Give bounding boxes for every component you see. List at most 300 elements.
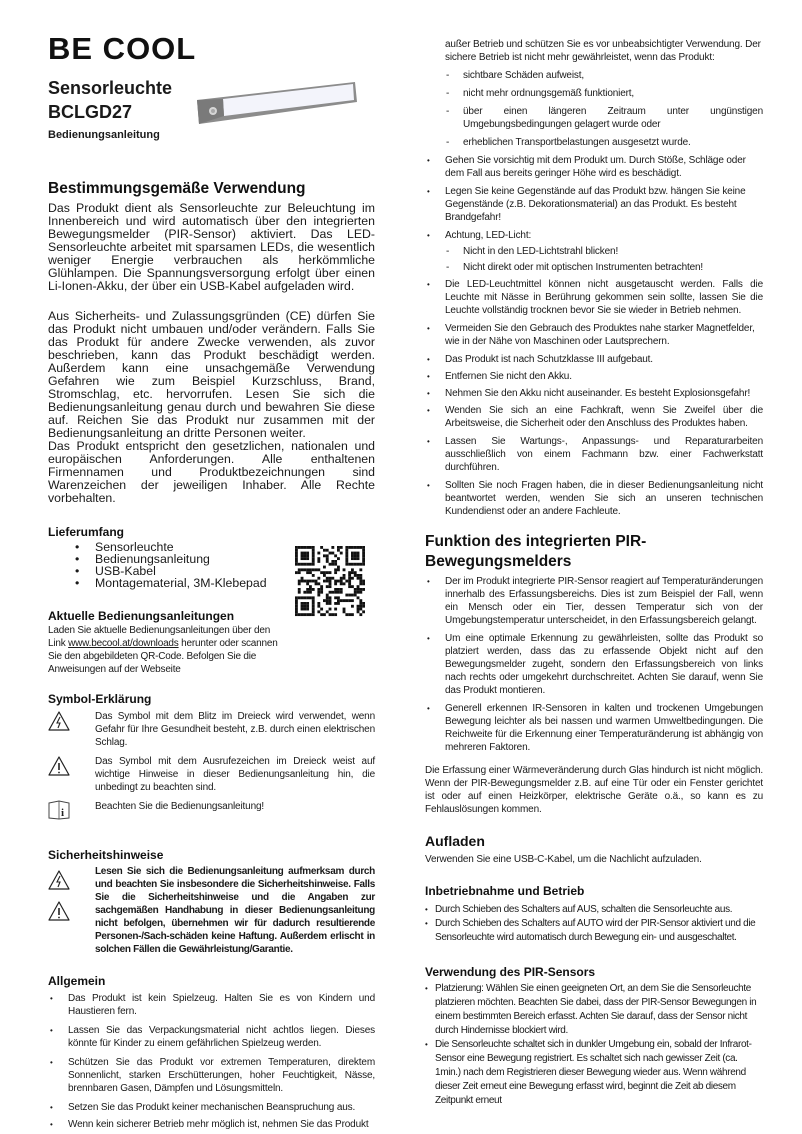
qr-module — [309, 585, 312, 588]
list-item: • Generell erkennen IR-Sensoren in kalten und trockenen Umgebungen Bewegung leichter als bei nassen und warmen Umweltbedingungen. Die Reichweite für die Erkennung einer Temperaturänderung ist abhängig von mehreren Faktoren. — [427, 702, 763, 754]
qr-module — [326, 554, 329, 557]
qr-module — [351, 568, 354, 571]
qr-module — [345, 563, 348, 566]
qr-module — [337, 602, 340, 605]
qr-module — [298, 580, 301, 583]
qr-module — [303, 552, 306, 555]
qr-module — [326, 557, 329, 560]
qr-module — [354, 588, 357, 591]
qr-module — [337, 549, 340, 552]
qr-module — [312, 568, 315, 571]
qr-module — [312, 613, 315, 616]
qr-module — [326, 599, 329, 602]
list-item: • Sensorleuchte — [48, 541, 288, 553]
qr-module — [326, 580, 329, 583]
list-item: • Das Produkt ist nach Schutzklasse III aufgebaut. — [427, 353, 763, 366]
qr-module — [337, 557, 340, 560]
qr-module — [317, 552, 320, 555]
qr-module — [312, 605, 315, 608]
manual-info-icon — [48, 800, 70, 820]
qr-module — [348, 571, 351, 574]
qr-module — [312, 610, 315, 613]
qr-module — [298, 546, 301, 549]
qr-module — [306, 596, 309, 599]
qr-module — [320, 588, 323, 591]
list-item: • Schützen Sie das Produkt vor extremen Temperaturen, direktem Sonnenlicht, starken Erschütterungen, hoher Feuchtigkeit, Nässe, brennbaren Gasen, Dämpfen und Lösungsmitteln. — [50, 1056, 375, 1095]
qr-module — [345, 613, 348, 616]
heading-scope-of-delivery: Lieferumfang — [48, 525, 125, 539]
qr-module — [323, 599, 326, 602]
qr-module — [317, 605, 320, 608]
pir-glass-note: Die Erfassung einer Wärmeveränderung durch Glas hindurch ist nicht möglich. Wenn der PIR-Bewegungsmelder z.B. auf eine Tür oder ein Fenster gerichtet ist oder auf einen Heizkörper, elektrische Geräte o.ä., so kann es zu Fehlauslösungen kommen. — [425, 765, 763, 815]
qr-module — [317, 594, 320, 597]
qr-module — [306, 568, 309, 571]
qr-module — [359, 577, 362, 580]
heading-intended-use: Bestimmungsgemäße Verwendung — [48, 180, 306, 197]
general-continuation: außer Betrieb und schützen Sie es vor unbeabsichtigter Verwendung. Der sichere Betrieb ist nicht mehr gewährleistet, wenn das Produkt: — [445, 39, 761, 63]
qr-module — [326, 594, 329, 597]
qr-module — [298, 591, 301, 594]
qr-module — [357, 552, 360, 555]
qr-module — [320, 613, 323, 616]
qr-module — [343, 610, 346, 613]
list-item: • Montagematerial, 3M-Klebepad — [48, 577, 288, 589]
exclamation-triangle-icon — [48, 900, 70, 922]
lightning-triangle-icon — [48, 869, 70, 891]
qr-module — [309, 596, 312, 599]
list-item: - Nicht direkt oder mit optischen Instrumenten betrachten! — [446, 261, 763, 274]
qr-module — [354, 594, 357, 597]
qr-module — [354, 557, 357, 560]
qr-module — [357, 546, 360, 549]
qr-module — [359, 613, 362, 616]
qr-module — [329, 613, 332, 616]
qr-module — [323, 580, 326, 583]
qr-module — [312, 549, 315, 552]
qr-module — [298, 571, 301, 574]
qr-module — [362, 546, 365, 549]
list-item: • Der im Produkt integrierte PIR-Sensor reagiert auf Temperaturänderungen innerhalb des Erfassungsbereichs. Dies ist zum Beispiel der Fall, wenn ein Mensch oder ein Tier, dessen Temperatur sich von der Umgebungstemperatur unterscheidet, in den Erfassungsbereich gelangt. — [427, 575, 763, 627]
manuals-text-end: herunter oder scannen Sie den abgebildeten QR-Code. Befolgen Sie die Anweisungen auf der Webseite — [48, 638, 278, 675]
qr-module — [357, 554, 360, 557]
qr-module — [357, 588, 360, 591]
qr-module — [326, 596, 329, 599]
qr-module — [357, 563, 360, 566]
qr-module — [306, 571, 309, 574]
qr-module — [306, 563, 309, 566]
qr-module — [306, 552, 309, 555]
brand-logo: BE COOL — [48, 31, 197, 66]
qr-module — [323, 549, 326, 552]
qr-module — [354, 546, 357, 549]
qr-module — [306, 588, 309, 591]
qr-module — [317, 602, 320, 605]
qr-module — [320, 585, 323, 588]
qr-module — [337, 599, 340, 602]
qr-module — [348, 582, 351, 585]
qr-module — [301, 602, 304, 605]
qr-module — [312, 546, 315, 549]
list-item: - sichtbare Schäden aufweist, — [446, 69, 763, 82]
qr-module — [348, 613, 351, 616]
qr-module — [326, 560, 329, 563]
qr-module — [312, 608, 315, 611]
safety-block — [48, 865, 375, 956]
qr-module — [334, 602, 337, 605]
qr-module — [303, 608, 306, 611]
qr-module — [309, 568, 312, 571]
left-column — [48, 30, 375, 1131]
list-item: • Um eine optimale Erkennung zu gewährleisten, sollte das Produkt so platziert werden, dass das zu erfassende Objekt nicht auf den Bewegungsmelder zugeht, sondern den Erfassungsbereich von links nach rechts oder umgekehrt durchschreitet. Achten Sie darauf, wenn Sie das Produkt montieren. — [427, 632, 763, 697]
qr-module — [348, 580, 351, 583]
qr-module — [351, 594, 354, 597]
qr-module — [301, 613, 304, 616]
qr-module — [303, 554, 306, 557]
qr-module — [295, 608, 298, 611]
qr-module — [334, 588, 337, 591]
qr-module — [345, 552, 348, 555]
qr-module — [345, 594, 348, 597]
qr-code[interactable] — [295, 545, 365, 617]
qr-module — [343, 577, 346, 580]
qr-module — [295, 610, 298, 613]
qr-module — [295, 613, 298, 616]
qr-module — [343, 608, 346, 611]
list-item: • Bedienungsanleitung — [48, 553, 288, 565]
qr-module — [357, 557, 360, 560]
right-column — [425, 38, 763, 1108]
operation-list — [425, 903, 763, 945]
qr-module — [351, 571, 354, 574]
qr-module — [323, 613, 326, 616]
qr-module — [337, 566, 340, 569]
qr-module — [340, 582, 343, 585]
qr-module — [359, 563, 362, 566]
qr-module — [306, 602, 309, 605]
qr-module — [317, 560, 320, 563]
qr-module — [306, 605, 309, 608]
qr-module — [312, 560, 315, 563]
intended-use-paragraph: Das Produkt dient als Sensorleuchte zur Beleuchtung im Innenbereich und wird automatisch über den integrierten Bewegungsmelder (PIR-Sensor) aktiviert. Das LED-Sensorleuchte arbeitet mit sparsamen LEDs, die wesentlich weniger Energie verbrauchen als herkömmliche Glühlampen. Die Spannungsversorgung erfolgt über einen Li-Ionen-Akku, der über ein USB-Kabel aufgeladen wird. — [48, 201, 375, 293]
list-item: - Nicht in den LED-Lichtstrahl blicken! — [446, 245, 763, 258]
heading-operation: Inbetriebnahme und Betrieb — [425, 884, 585, 898]
qr-module — [309, 563, 312, 566]
qr-module — [334, 591, 337, 594]
qr-module — [295, 571, 298, 574]
qr-module — [309, 546, 312, 549]
safety-text: Lesen Sie sich die Bedienungsanleitung aufmerksam durch und beachten Sie insbesondere die Sicherheitshinweise. Falls Sie die Sicherheitshinweise und die Angaben zur sachgemäßen Handhabung in dieser Bedienungsanleitung nicht befolgen, übernehmen wir für dadurch resultierende Personen-/Sach-schäden keine Haftung. Außerdem erlischt in solchen Fällen die Gewährleistung/Garantie. — [95, 866, 375, 955]
qr-module — [351, 577, 354, 580]
qr-module — [301, 605, 304, 608]
qr-module — [298, 596, 301, 599]
qr-module — [359, 591, 362, 594]
qr-module — [306, 608, 309, 611]
list-item: • Die LED-Leuchtmittel können nicht ausgetauscht werden. Falls die Leuchte mit Nässe in Berührung gekommen sein sollte, lassen Sie die Leuchte vollständig trocknen bevor Sie sie wieder in Betrieb nehmen. — [427, 278, 763, 317]
qr-module — [315, 568, 318, 571]
qr-module — [295, 560, 298, 563]
qr-module — [303, 563, 306, 566]
qr-module — [320, 608, 323, 611]
qr-module — [309, 588, 312, 591]
qr-module — [301, 563, 304, 566]
qr-module — [329, 580, 332, 583]
qr-module — [312, 574, 315, 577]
qr-module — [354, 591, 357, 594]
qr-module — [315, 582, 318, 585]
qr-module — [326, 602, 329, 605]
qr-module — [334, 582, 337, 585]
qr-module — [326, 549, 329, 552]
qr-module — [337, 596, 340, 599]
qr-module — [301, 580, 304, 583]
qr-module — [359, 605, 362, 608]
charging-text: Verwenden Sie eine USB-C-Kabel, um die Nachlicht aufzuladen. — [425, 854, 702, 865]
list-item: • Gehen Sie vorsichtig mit dem Produkt um. Durch Stöße, Schläge oder dem Fall aus bereits geringer Höhe wird es beschädigt. — [427, 154, 763, 180]
qr-module — [357, 610, 360, 613]
qr-module — [345, 546, 348, 549]
qr-module — [303, 568, 306, 571]
qr-module — [354, 552, 357, 555]
qr-module — [312, 588, 315, 591]
qr-module — [312, 602, 315, 605]
qr-module — [329, 596, 332, 599]
qr-module — [331, 546, 334, 549]
qr-module — [306, 554, 309, 557]
pir-function-list — [425, 575, 763, 754]
qr-module — [329, 591, 332, 594]
qr-module — [359, 602, 362, 605]
qr-module — [329, 582, 332, 585]
qr-module — [301, 554, 304, 557]
qr-module — [312, 596, 315, 599]
qr-module — [303, 546, 306, 549]
qr-module — [357, 591, 360, 594]
qr-module — [323, 554, 326, 557]
qr-module — [340, 546, 343, 549]
list-item: • Wenden Sie sich an eine Fachkraft, wenn Sie Zweifel über die Arbeitsweise, die Sicherheit oder den Anschluss des Produktes haben. — [427, 404, 763, 430]
qr-module — [337, 568, 340, 571]
qr-module — [329, 563, 332, 566]
qr-module — [298, 563, 301, 566]
qr-module — [343, 568, 346, 571]
qr-module — [359, 588, 362, 591]
heading-symbol-legend: Symbol-Erklärung — [48, 692, 152, 706]
qr-module — [303, 557, 306, 560]
qr-module — [359, 582, 362, 585]
qr-module — [337, 591, 340, 594]
qr-module — [340, 599, 343, 602]
qr-module — [331, 591, 334, 594]
qr-module — [298, 613, 301, 616]
list-item: • Das Produkt ist kein Spielzeug. Halten Sie es von Kindern und Haustieren fern. — [50, 992, 375, 1018]
list-item: • Vermeiden Sie den Gebrauch des Produktes nahe starker Magnetfelder, wie in der Nähe von Maschinen oder Lautsprechern. — [427, 322, 763, 348]
qr-module — [354, 574, 357, 577]
qr-module — [306, 613, 309, 616]
qr-module — [362, 582, 365, 585]
general-list-continued — [425, 154, 763, 518]
qr-module — [295, 602, 298, 605]
qr-module — [303, 613, 306, 616]
list-item: • Setzen Sie das Produkt keiner mechanischen Beanspruchung aus. — [50, 1101, 375, 1114]
safety-compliance-paragraph: Aus Sicherheits- und Zulassungsgründen (CE) dürfen Sie das Produkt nicht umbauen und/oder verändern. Falls Sie das Produkt für andere Zwecke verwenden, als zuvor beschrieben, kann das Produkt beschädigt werden. Außerdem kann eine unsachgemäße Verwendung Gefahren wie zum Beispiel Kurzschluss, Brand, Stromschlag, etc. hervorrufen. Lesen Sie sich die Bedienungsanleitung genau durch und bewahren Sie diese auf. Reichen Sie das Produkt nur zusammen mit der Bedienungsanleitung an dritte Personen weiter. — [48, 309, 375, 440]
qr-module — [343, 599, 346, 602]
qr-module — [329, 599, 332, 602]
qr-module — [295, 605, 298, 608]
qr-module — [348, 574, 351, 577]
qr-module — [312, 563, 315, 566]
symbol-row-lightning — [48, 710, 375, 749]
qr-module — [323, 571, 326, 574]
qr-module — [315, 580, 318, 583]
qr-module — [312, 554, 315, 557]
qr-module — [334, 608, 337, 611]
qr-module — [362, 552, 365, 555]
qr-module — [345, 554, 348, 557]
qr-module — [334, 568, 337, 571]
qr-module — [312, 580, 315, 583]
qr-module — [351, 605, 354, 608]
qr-module — [309, 591, 312, 594]
downloads-link[interactable]: www.becool.at/downloads — [68, 638, 179, 649]
qr-module — [343, 582, 346, 585]
symbol-lightning-text: Das Symbol mit dem Blitz im Dreieck wird verwendet, wenn Gefahr für Ihre Gesundheit besteht, z.B. durch einen elektrischen Schlag. — [95, 711, 375, 748]
qr-module — [334, 554, 337, 557]
qr-module — [320, 546, 323, 549]
list-item: • Platzierung: Wählen Sie einen geeigneten Ort, an dem Sie die Sensorleuchte platzieren möchten. Beachten Sie dabei, dass der PIR-Sensor Bewegungen in einem bestimmten Bereich erfasst. Achten Sie darauf, dass der Sensor nicht durch Hindernisse blockiert wird. — [425, 982, 763, 1038]
qr-module — [345, 580, 348, 583]
qr-module — [303, 596, 306, 599]
symbol-row-manual — [48, 800, 375, 820]
qr-module — [298, 582, 301, 585]
qr-module — [295, 557, 298, 560]
qr-module — [298, 588, 301, 591]
qr-module — [340, 580, 343, 583]
qr-module — [303, 605, 306, 608]
qr-module — [337, 546, 340, 549]
qr-module — [340, 552, 343, 555]
qr-module — [359, 568, 362, 571]
qr-module — [295, 549, 298, 552]
qr-module — [357, 608, 360, 611]
qr-module — [354, 571, 357, 574]
qr-module — [295, 599, 298, 602]
qr-module — [329, 552, 332, 555]
qr-module — [362, 554, 365, 557]
qr-module — [309, 613, 312, 616]
heading-pir-function: Funktion des integrierten PIR-Bewegungsmelders — [425, 533, 647, 570]
qr-module — [317, 568, 320, 571]
qr-module — [303, 602, 306, 605]
qr-module — [359, 546, 362, 549]
conformity-paragraph: Das Produkt entspricht den gesetzlichen, nationalen und europäischen Anforderungen. Alle enthaltenen Firmennamen und Produktbezeichnungen sind Warenzeichen der jeweiligen Inhaber. Alle Rechte vorbehalten. — [48, 439, 375, 505]
qr-module — [337, 580, 340, 583]
qr-module — [345, 560, 348, 563]
list-item: • Durch Schieben des Schalters auf AUTO wird der PIR-Sensor aktiviert und die Sensorleuchte wird automatisch durch Bewegung ein- und ausgeschaltet. — [425, 917, 763, 945]
qr-module — [317, 610, 320, 613]
qr-module — [351, 557, 354, 560]
exclamation-triangle-icon — [48, 755, 70, 777]
qr-module — [351, 563, 354, 566]
qr-module — [348, 546, 351, 549]
qr-module — [359, 580, 362, 583]
qr-module — [301, 546, 304, 549]
qr-module — [317, 582, 320, 585]
qr-module — [301, 552, 304, 555]
qr-module — [309, 580, 312, 583]
pir-usage-list — [425, 982, 763, 1108]
qr-module — [329, 577, 332, 580]
qr-module — [295, 546, 298, 549]
list-item: - erheblichen Transportbelastungen ausgesetzt wurde. — [446, 136, 763, 149]
qr-module — [334, 596, 337, 599]
qr-module — [354, 563, 357, 566]
qr-module — [331, 560, 334, 563]
symbol-row-exclamation — [48, 755, 375, 794]
unsafe-conditions-list — [425, 69, 763, 149]
qr-module — [317, 591, 320, 594]
qr-module — [362, 549, 365, 552]
qr-module — [362, 580, 365, 583]
symbol-exclamation-text: Das Symbol mit dem Ausrufezeichen im Dreieck weist auf wichtige Hinweise in dieser Bedienungsanleitung hin, die unbedingt zu beachten sind. — [95, 756, 375, 793]
qr-module — [329, 608, 332, 611]
qr-module — [357, 577, 360, 580]
qr-module — [331, 577, 334, 580]
qr-module — [334, 613, 337, 616]
qr-module — [331, 613, 334, 616]
qr-module — [345, 599, 348, 602]
list-item: • Lassen Sie Wartungs-, Anpassungs- und Reparaturarbeiten ausschließlich von einem Fachmann bzw. einer Fachwerkstatt durchführen. — [427, 435, 763, 474]
qr-module — [326, 577, 329, 580]
list-item: • Legen Sie keine Gegenstände auf das Produkt bzw. hängen Sie keine Gegenstände (z.B. Dekorationsmaterial) an das Produkt. Es besteht Brandgefahr! — [427, 185, 763, 224]
list-item: • Lassen Sie das Verpackungsmaterial nicht achtlos liegen. Dieses könnte für Kinder zu einem gefährlichen Spielzeug werden. — [50, 1024, 375, 1050]
manuals-text — [48, 624, 283, 676]
qr-module — [351, 554, 354, 557]
qr-module — [345, 557, 348, 560]
qr-module — [348, 585, 351, 588]
qr-module — [337, 588, 340, 591]
qr-module — [340, 591, 343, 594]
qr-module — [306, 546, 309, 549]
list-item: • Die Sensorleuchte schaltet sich in dunkler Umgebung ein, sobald der Infrarot-Sensor eine Bewegung registriert. Es schaltet sich nach gewisser Zeit (ca. 1min.) nach dem Registrieren dieser Bewegung wieder aus. Wenn während dieser Zeit erneut eine Bewegung erfasst wird, beginnt die Zeit ab diesem Zeitpunkt erneut — [425, 1038, 763, 1108]
symbol-manual-text: Beachten Sie die Bedienungsanleitung! — [95, 801, 265, 812]
svg-text:i: i — [61, 807, 65, 819]
qr-module — [317, 588, 320, 591]
qr-module — [357, 574, 360, 577]
qr-module — [359, 608, 362, 611]
qr-module — [359, 574, 362, 577]
qr-module — [306, 557, 309, 560]
list-item: - nicht mehr ordnungsgemäß funktioniert, — [446, 87, 763, 100]
heading-safety-notes: Sicherheitshinweise — [48, 848, 164, 862]
qr-module — [301, 608, 304, 611]
qr-module — [295, 596, 298, 599]
list-item: - über einen längeren Zeitraum unter ungünstigen Umgebungsbedingungen gelagert wurde oder — [446, 105, 763, 131]
qr-module — [348, 563, 351, 566]
qr-module — [295, 552, 298, 555]
qr-module — [323, 566, 326, 569]
qr-module — [340, 577, 343, 580]
qr-module — [351, 599, 354, 602]
qr-module — [362, 588, 365, 591]
qr-module — [334, 563, 337, 566]
qr-module — [340, 588, 343, 591]
qr-module — [329, 571, 332, 574]
qr-module — [323, 574, 326, 577]
qr-module — [343, 574, 346, 577]
scope-and-manuals — [48, 525, 375, 676]
heading-general: Allgemein — [48, 974, 106, 988]
product-title: Sensorleuchte — [48, 78, 173, 98]
